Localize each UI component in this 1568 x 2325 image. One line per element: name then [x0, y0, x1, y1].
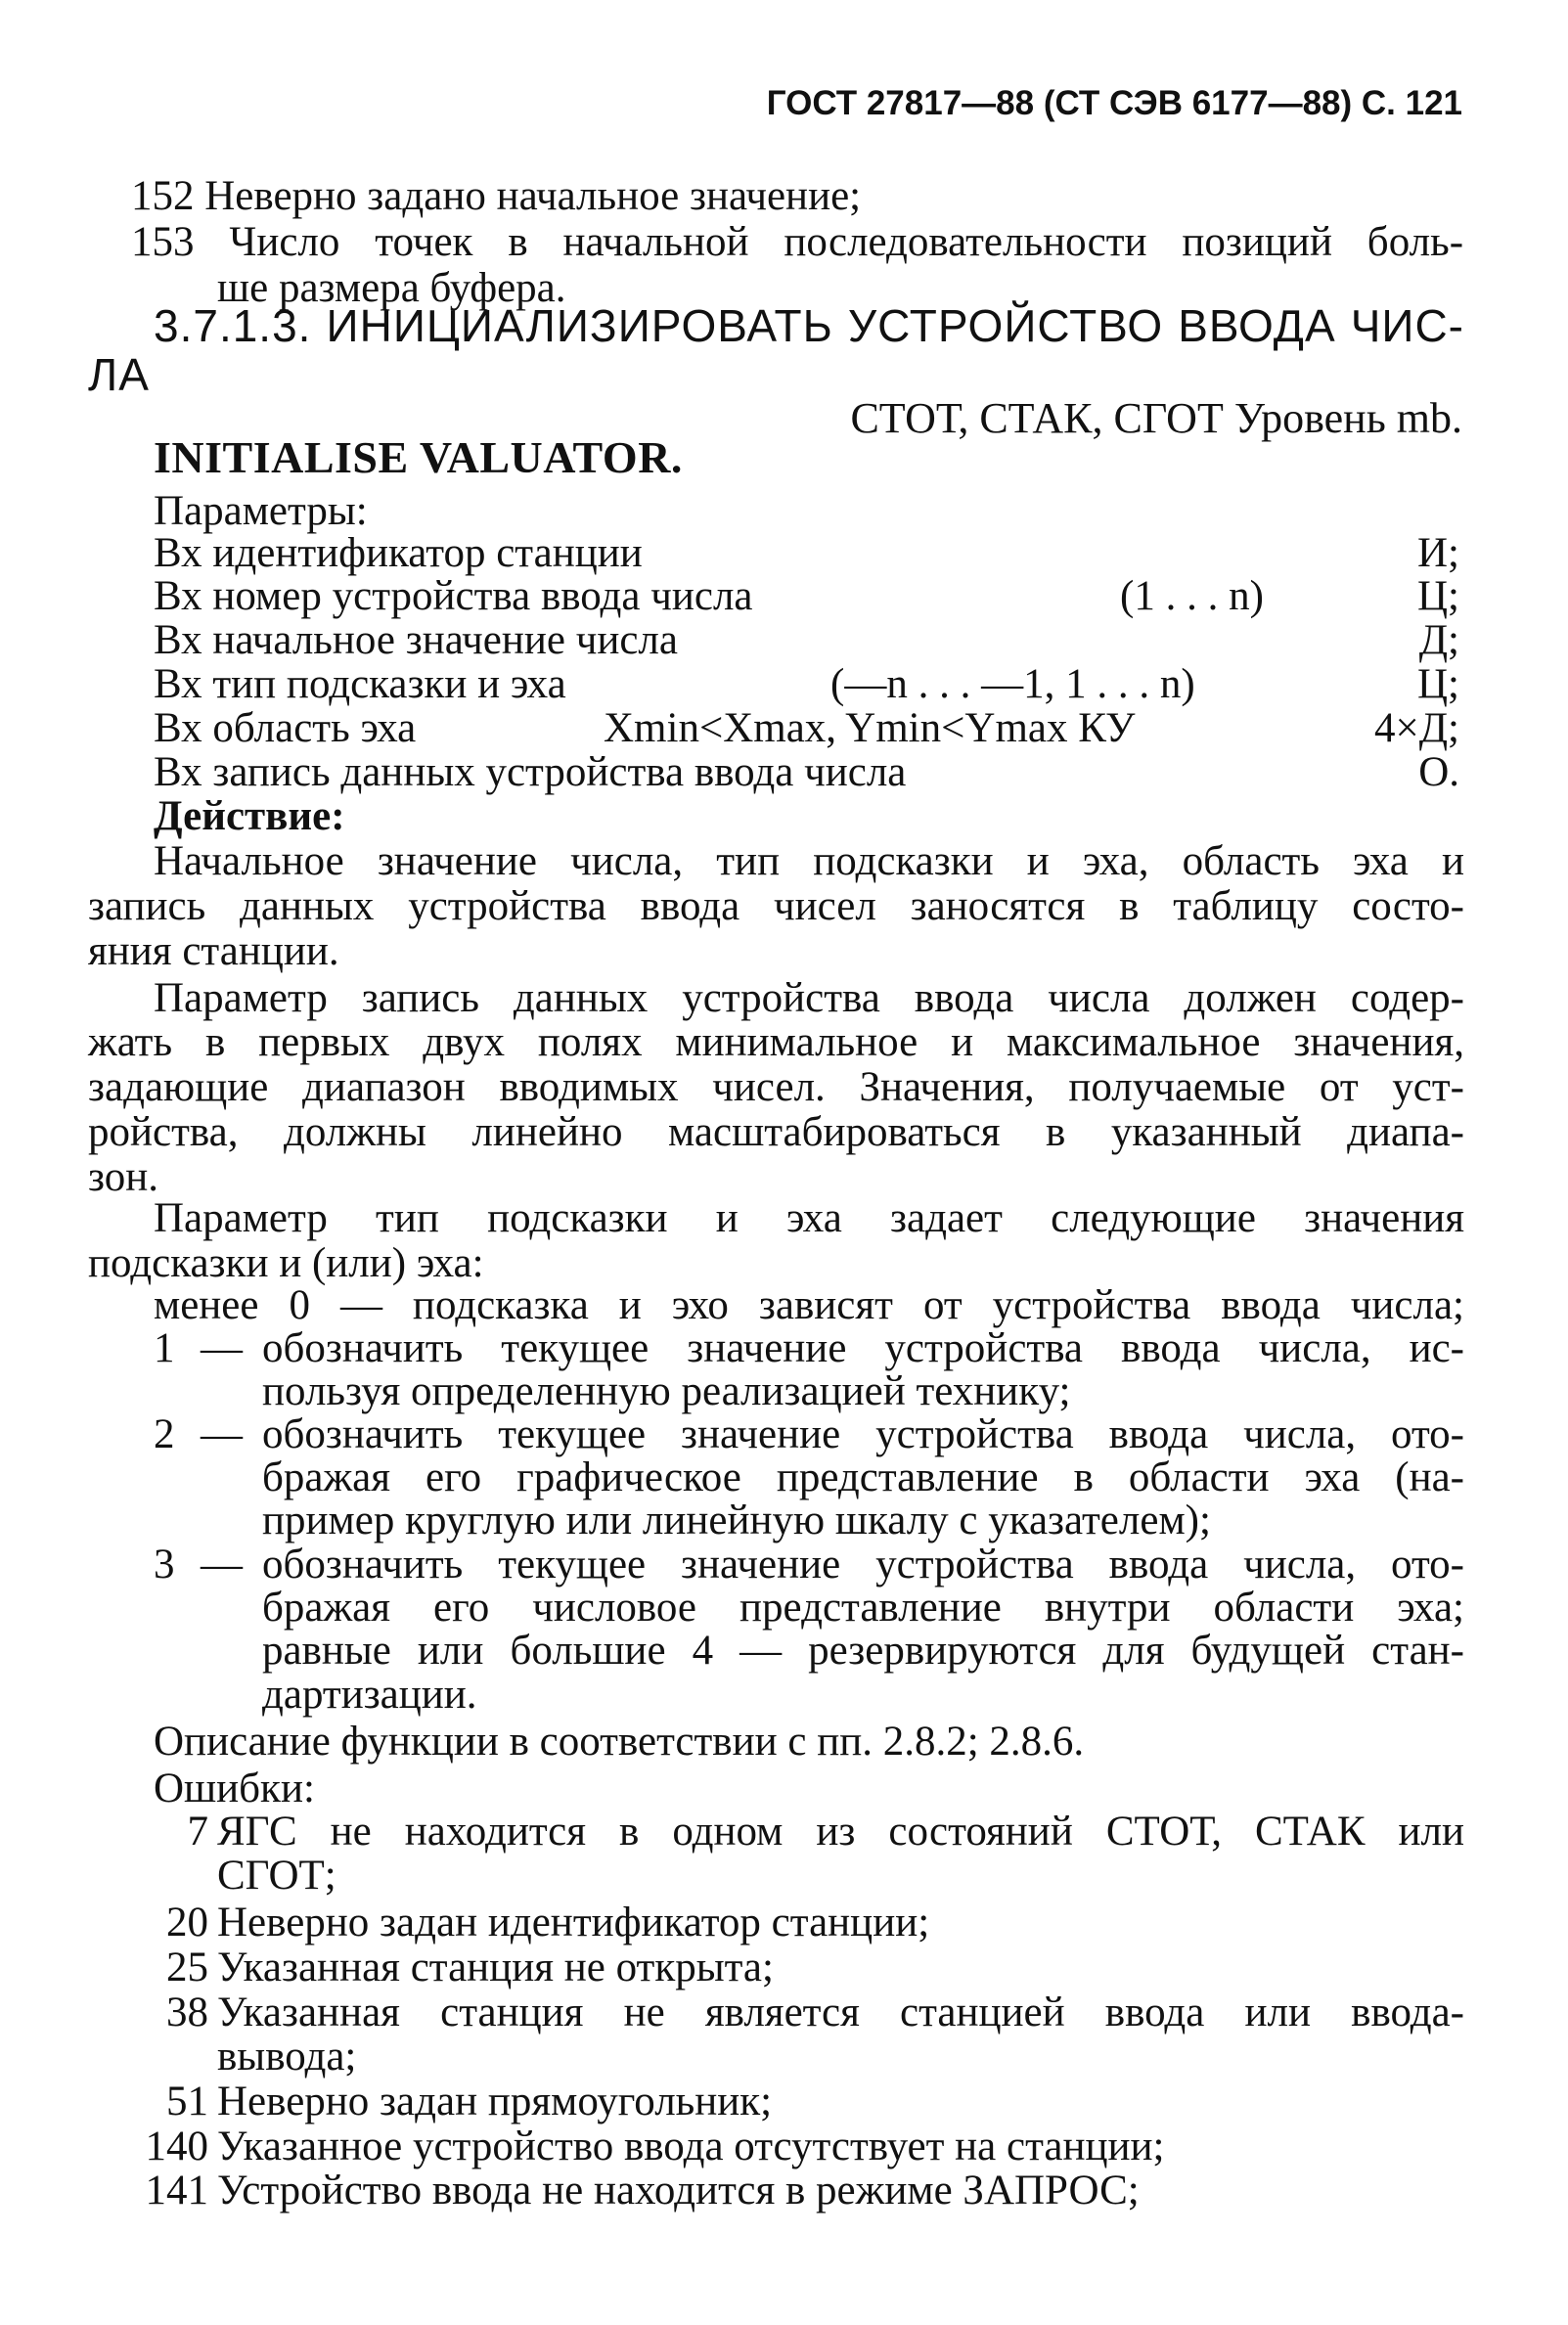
- error-code: 38: [166, 1990, 208, 2035]
- echo-item-line: пользуя определенную реализацией технику;: [262, 1368, 1071, 1414]
- echo-item-line: пример круглую или линейную шкалу с указателем);: [262, 1498, 1211, 1543]
- error-code: 152: [131, 173, 195, 219]
- parameter-type: Ц;: [1417, 661, 1459, 707]
- parameter-name: Вх начальное значение числа: [154, 617, 678, 663]
- echo-item-line: дартизации.: [262, 1672, 477, 1718]
- function-english-name: INITIALISE VALUATOR.: [154, 432, 683, 482]
- error-153: [131, 220, 1463, 265]
- action-p1-line: Начальное значение числа, тип подсказки и эха, область эха и: [154, 838, 1464, 884]
- section-states-level: СТОТ, СТАК, СГОТ Уровень mb.: [850, 394, 1462, 442]
- echo-dash: —: [201, 1542, 243, 1587]
- echo-item-line: обозначить текущее значение устройства ввода числа, ото-: [262, 1542, 1464, 1587]
- action-p3-line: подсказки и (или) эха:: [88, 1240, 484, 1286]
- parameters-heading: Параметры:: [154, 488, 368, 534]
- parameter-range: Xmin<Xmax, Ymin<Ymax КУ: [604, 705, 1136, 751]
- parameter-name: Вх область эха: [154, 705, 417, 751]
- echo-item-number: 1: [154, 1325, 175, 1371]
- action-p2-line: жать в первых двух полях минимальное и максимальное значения,: [88, 1019, 1464, 1065]
- error-text: Неверно задан прямоугольник;: [217, 2079, 773, 2124]
- parameter-range: (—n . . . —1, 1 . . . n): [830, 661, 1195, 707]
- error-text-continuation: вывода;: [217, 2034, 357, 2079]
- error-code: 25: [166, 1945, 208, 1990]
- action-p2-line: зон.: [88, 1154, 158, 1200]
- error-text: Указанное устройство ввода отсутствует на станции;: [217, 2124, 1165, 2169]
- error-text: Указанная станция не является станцией ввода или ввода-: [217, 1990, 1464, 2035]
- section-title-line2: ЛА: [88, 349, 150, 400]
- parameter-type: И;: [1417, 530, 1459, 576]
- error-text: ЯГС не находится в одном из состояний СТОТ, СТАК или: [217, 1809, 1464, 1855]
- parameter-type: О.: [1418, 749, 1459, 795]
- parameter-name: Вх запись данных устройства ввода числа: [154, 749, 907, 795]
- parameter-name: Вх номер устройства ввода числа: [154, 573, 753, 619]
- error-text: Указанная станция не открыта;: [217, 1945, 774, 1990]
- echo-dash: —: [201, 1411, 243, 1457]
- action-heading: Действие:: [154, 793, 345, 839]
- parameter-name: Вх идентификатор станции: [154, 530, 643, 576]
- error-text-continuation: СГОТ;: [217, 1853, 336, 1899]
- action-p1-line: яния станции.: [88, 928, 339, 974]
- echo-less-zero: менее 0 — подсказка и эхо зависят от устройства ввода числа;: [154, 1282, 1464, 1328]
- parameter-type: Д;: [1418, 617, 1459, 663]
- echo-item-number: 2: [154, 1411, 175, 1457]
- error-code: 7: [187, 1809, 208, 1855]
- error-code: 20: [166, 1900, 208, 1945]
- action-p2-line: Параметр запись данных устройства ввода числа должен содер-: [154, 975, 1464, 1021]
- errors-heading: Ошибки:: [154, 1766, 315, 1811]
- error-text: Число точек в начальной последовательности позиций боль-: [229, 219, 1464, 265]
- echo-item-number: 3: [154, 1542, 175, 1587]
- echo-item-line: бражая его графическое представление в области эха (на-: [262, 1454, 1464, 1500]
- echo-item-line: равные или большие 4 — резервируются для будущей стан-: [262, 1628, 1464, 1674]
- action-p2-line: задающие диапазон вводимых чисел. Значения, получаемые от уст-: [88, 1064, 1464, 1110]
- echo-dash: —: [201, 1325, 243, 1371]
- action-p2-line: ройства, должны линейно масштабироваться в указанный диапа-: [88, 1109, 1464, 1155]
- parameter-range: (1 . . . n): [1120, 573, 1264, 619]
- parameter-name: Вх тип подсказки и эха: [154, 661, 566, 707]
- action-p3-line: Параметр тип подсказки и эха задает следующие значения: [154, 1195, 1464, 1241]
- error-text: Устройство ввода не находится в режиме ЗАПРОС;: [217, 2168, 1140, 2213]
- error-code: 51: [166, 2079, 208, 2124]
- error-code: 141: [145, 2168, 208, 2213]
- error-text: Неверно задано начальное значение;: [204, 173, 862, 219]
- function-description: Описание функции в соответствии с пп. 2.8.2; 2.8.6.: [154, 1719, 1085, 1765]
- page-header: ГОСТ 27817—88 (СТ СЭВ 6177—88) С. 121: [766, 84, 1462, 122]
- parameter-type: 4×Д;: [1373, 705, 1459, 751]
- error-153-continuation: ше размера буфера.: [217, 265, 566, 311]
- action-p1-line: запись данных устройства ввода чисел заносятся в таблицу состо-: [88, 883, 1464, 929]
- echo-item-line: бражая его числовое представление внутри области эха;: [262, 1585, 1464, 1631]
- section-title-line1: 3.7.1.3. ИНИЦИАЛИЗИРОВАТЬ УСТРОЙСТВО ВВОДА ЧИС-: [154, 300, 1464, 351]
- error-code: 153: [131, 219, 195, 265]
- parameter-type: Ц;: [1417, 573, 1459, 619]
- error-code: 140: [145, 2124, 208, 2169]
- echo-item-line: обозначить текущее значение устройства ввода числа, ис-: [262, 1325, 1464, 1371]
- error-text: Неверно задан идентификатор станции;: [217, 1900, 930, 1945]
- echo-item-line: обозначить текущее значение устройства ввода числа, ото-: [262, 1411, 1464, 1457]
- error-152: [131, 174, 861, 219]
